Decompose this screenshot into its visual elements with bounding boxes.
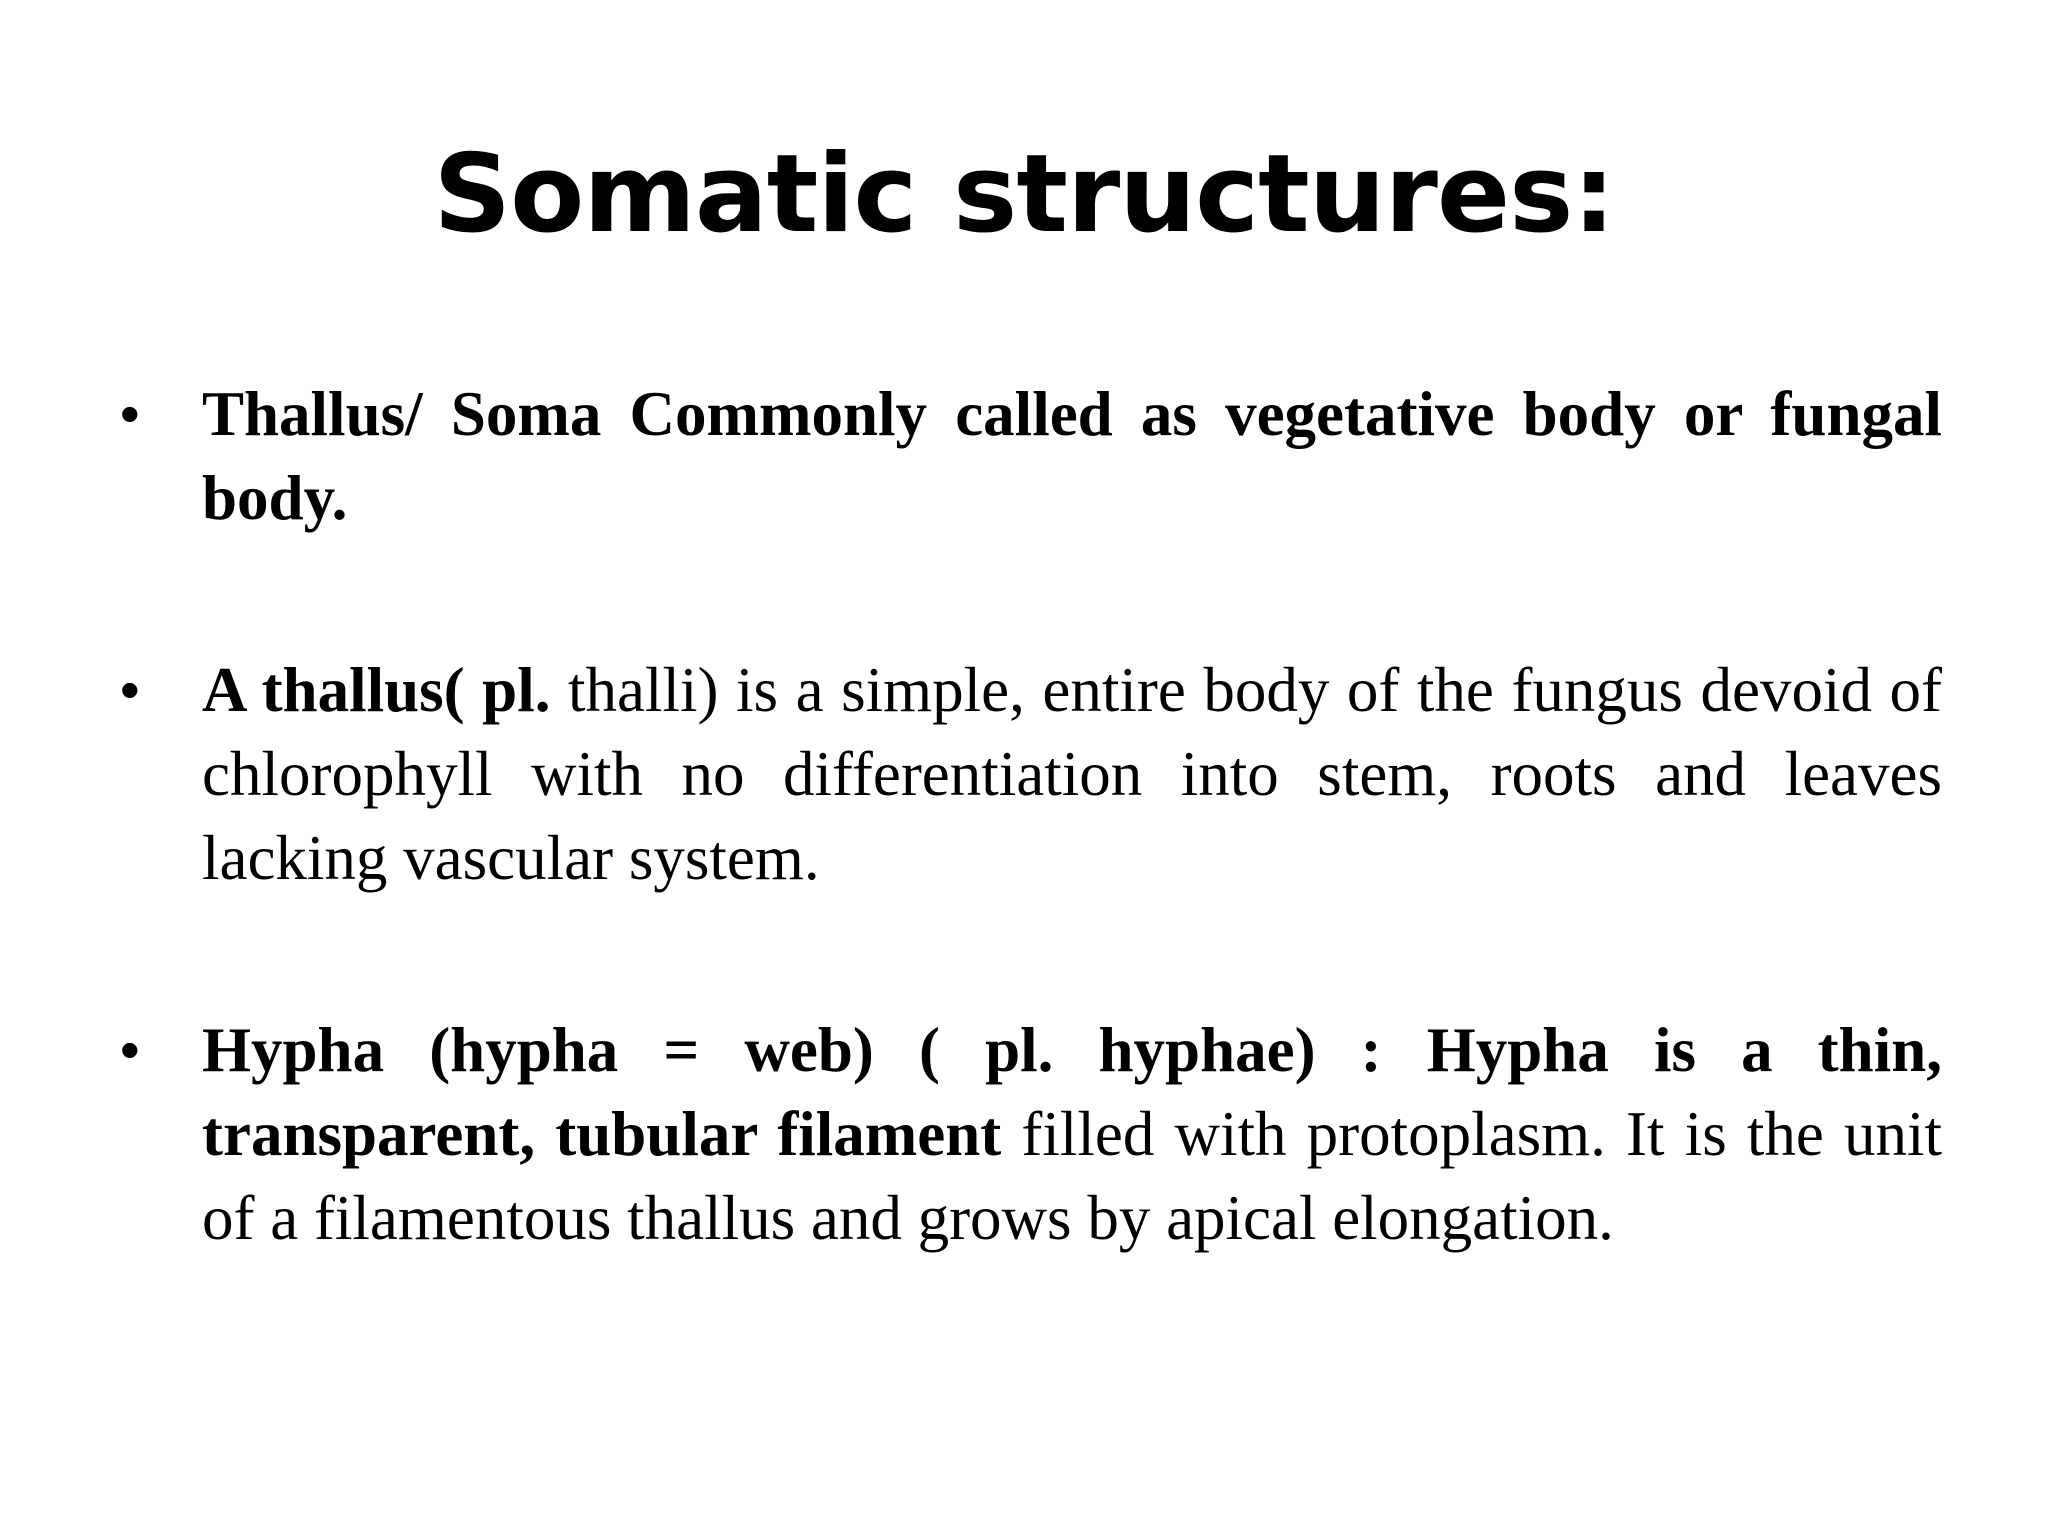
bullet-icon: • [120,1018,140,1081]
bullet-text: filled with protoplasm. It is the unit of a filamentous thallus and grows by apical elongation. [202,1099,1942,1253]
bullet-text: thalli) is a simple, entire body of the fungus devoid of chlorophyll with no differentiation into stem, roots and leaves lacking vascular system. [202,655,1942,893]
bullet-thallus-definition [120,648,1942,900]
bullet-hypha-definition [120,1008,1942,1260]
bullet-text-bold: Hypha (hypha = web) ( pl. hyphae) : Hypha is a thin, transparent, tubular filament [202,1015,1942,1169]
bullet-thallus-soma [120,372,1942,540]
bullet-icon: • [120,382,140,445]
bullet-list [120,372,1942,1260]
bullet-icon: • [120,658,140,721]
bullet-text-bold: Thallus/ Soma Commonly called as vegetative body or fungal body. [202,379,1942,533]
slide-title: Somatic structures: [433,132,1615,257]
bullet-text-bold: A thallus( pl. [202,655,551,725]
